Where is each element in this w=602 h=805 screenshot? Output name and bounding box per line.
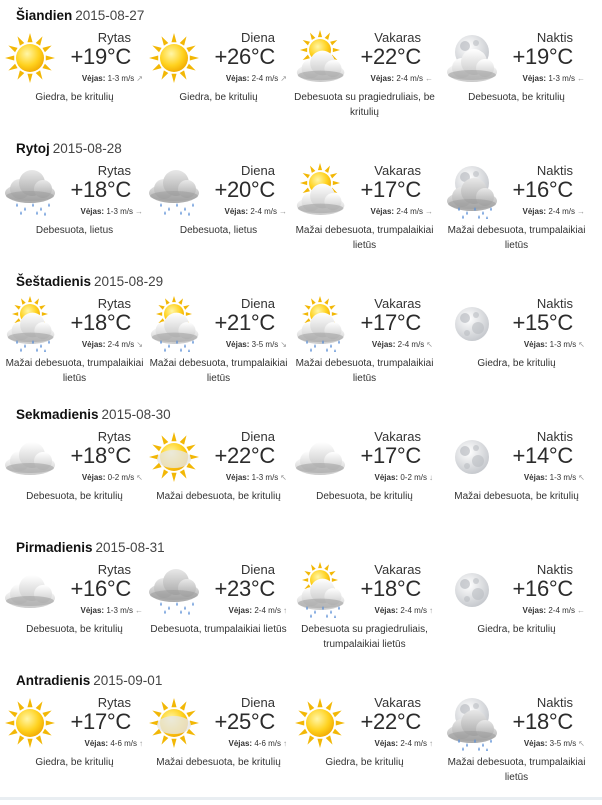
wind-info (85, 739, 143, 748)
day-name: Rytoj (16, 141, 50, 156)
wind-speed: 2-4 m/s (548, 606, 575, 615)
day-heading (16, 6, 144, 26)
weather-description: Mažai debesuota, trumpalaikiai lietūs (295, 358, 434, 384)
day-name: Pirmadienis (16, 540, 93, 555)
wind-direction-icon: → (279, 207, 287, 216)
period-label: Diena (241, 429, 275, 444)
temperature: +21°C (214, 310, 275, 335)
temperature: +16°C (512, 177, 573, 202)
period-cell-rytas (2, 429, 147, 539)
temperature: +20°C (214, 177, 275, 202)
wind-direction-icon: ↖ (280, 473, 287, 482)
day-section (0, 671, 602, 804)
cloud-icon (292, 429, 348, 485)
period-cell-diena (146, 163, 291, 273)
wind-speed: 2-4 m/s (107, 340, 135, 349)
temperature: +22°C (360, 44, 421, 69)
wind-label: Vėjas: (228, 739, 253, 748)
wind-info (524, 340, 585, 349)
period-cell-vakaras (292, 296, 437, 406)
wind-label: Vėjas: (80, 207, 105, 216)
period-cell-diena (146, 296, 291, 406)
day-name: Sekmadienis (16, 407, 99, 422)
weather-description: Debesuota, be kritulių (26, 491, 123, 502)
temperature: +18°C (360, 576, 421, 601)
period-label: Naktis (536, 562, 573, 577)
wind-speed: 2-4 m/s (396, 74, 423, 83)
day-section (0, 6, 602, 139)
wind-direction-icon: ↖ (136, 473, 143, 482)
moon-icon (444, 429, 500, 485)
wind-direction-icon: ↑ (429, 606, 433, 615)
wind-speed: 2-4 m/s (400, 739, 427, 748)
temperature: +17°C (360, 310, 421, 335)
weather-description: Mažai debesuota, trumpalaikiai lietūs (5, 358, 144, 384)
weather-description: Debesuota, be kritulių (316, 491, 413, 502)
rain-cloud-icon (146, 163, 202, 219)
wind-direction-icon: ↖ (426, 340, 433, 349)
period-cell-naktis (444, 429, 589, 539)
wind-label: Vėjas: (84, 739, 109, 748)
wind-speed: 0-2 m/s (400, 473, 427, 482)
period-cell-diena (146, 562, 291, 672)
wind-info (226, 74, 287, 83)
rain-cloud-icon (2, 163, 58, 219)
day-section (0, 538, 602, 671)
period-cell-naktis (444, 695, 589, 805)
period-cell-rytas (2, 296, 147, 406)
sun-haze-icon (146, 695, 202, 751)
period-cell-vakaras (292, 163, 437, 273)
period-label: Diena (241, 163, 275, 178)
period-label: Rytas (97, 163, 131, 178)
sun-cloud-rain-icon (292, 562, 348, 618)
wind-label: Vėjas: (81, 74, 106, 83)
sun-cloud-rain-icon (146, 296, 202, 352)
sun-icon (2, 30, 58, 86)
cloud-icon (2, 562, 58, 618)
period-cell-naktis (444, 296, 589, 406)
period-label: Vakaras (374, 296, 421, 311)
sun-icon (2, 695, 58, 751)
wind-direction-icon: ↑ (429, 739, 433, 748)
period-label: Diena (241, 296, 275, 311)
period-label: Diena (241, 30, 275, 45)
temperature: +17°C (70, 709, 131, 734)
temperature: +18°C (70, 177, 131, 202)
temperature: +15°C (512, 310, 573, 335)
day-name: Antradienis (16, 673, 91, 688)
sun-icon (146, 30, 202, 86)
wind-label: Vėjas: (371, 340, 396, 349)
weather-description: Giedra, be kritulių (35, 757, 114, 768)
temperature: +25°C (214, 709, 275, 734)
day-name: Šeštadienis (16, 274, 92, 289)
weather-description: Debesuota, be kritulių (468, 92, 565, 103)
moon-cloud-icon (444, 30, 500, 86)
wind-speed: 2-4 m/s (251, 74, 279, 83)
wind-direction-icon: ↘ (136, 340, 143, 349)
period-label: Diena (241, 695, 275, 710)
period-cell-naktis (444, 163, 589, 273)
wind-speed: 1-3 m/s (549, 340, 577, 349)
day-date: 2015-08-27 (75, 8, 145, 23)
wind-label: Vėjas: (81, 473, 106, 482)
day-date: 2015-08-31 (95, 540, 165, 555)
cloud-icon (2, 429, 58, 485)
period-label: Rytas (97, 296, 131, 311)
day-date: 2015-08-28 (52, 141, 122, 156)
wind-speed: 1-3 m/s (251, 473, 279, 482)
period-label: Rytas (97, 562, 131, 577)
temperature: +19°C (70, 44, 131, 69)
period-cell-rytas (2, 30, 147, 140)
weather-description: Mažai debesuota, be kritulių (156, 757, 281, 768)
wind-direction-icon: ↖ (578, 473, 585, 482)
wind-label: Vėjas: (523, 473, 548, 482)
wind-info (523, 74, 585, 83)
weather-description: Giedra, be kritulių (477, 358, 556, 369)
wind-info (372, 340, 433, 349)
temperature: +18°C (512, 709, 573, 734)
wind-speed: 2-4 m/s (254, 606, 281, 615)
weather-description: Debesuota, trumpalaikiai lietūs (150, 624, 287, 635)
wind-label: Vėjas: (80, 606, 105, 615)
period-cell-diena (146, 30, 291, 140)
period-label: Vakaras (374, 695, 421, 710)
temperature: +19°C (512, 44, 573, 69)
wind-speed: 2-4 m/s (396, 207, 423, 216)
wind-label: Vėjas: (374, 606, 399, 615)
wind-speed: 2-4 m/s (397, 340, 425, 349)
wind-info (375, 739, 433, 748)
temperature: +23°C (214, 576, 275, 601)
period-label: Naktis (536, 695, 573, 710)
sun-haze-icon (146, 429, 202, 485)
period-cell-rytas (2, 695, 147, 805)
wind-label: Vėjas: (370, 74, 395, 83)
period-label: Vakaras (374, 429, 421, 444)
wind-speed: 2-4 m/s (548, 207, 575, 216)
temperature: +18°C (70, 443, 131, 468)
wind-speed: 1-3 m/s (548, 74, 575, 83)
wind-direction-icon: ↑ (139, 739, 143, 748)
wind-label: Vėjas: (225, 340, 250, 349)
weather-description: Debesuota, lietus (35, 225, 114, 236)
wind-speed: 1-3 m/s (106, 207, 133, 216)
wind-direction-icon: ← (425, 74, 433, 83)
temperature: +16°C (512, 576, 573, 601)
wind-label: Vėjas: (374, 739, 399, 748)
wind-speed: 1-3 m/s (549, 473, 577, 482)
wind-direction-icon: → (577, 207, 585, 216)
wind-label: Vėjas: (523, 340, 548, 349)
wind-direction-icon: ← (577, 74, 585, 83)
period-label: Diena (241, 562, 275, 577)
weather-description: Mažai debesuota, trumpalaikiai lietūs (447, 757, 586, 783)
wind-direction-icon: ↑ (283, 606, 287, 615)
period-label: Naktis (536, 30, 573, 45)
period-label: Naktis (536, 296, 573, 311)
day-section (0, 272, 602, 405)
wind-speed: 4-6 m/s (110, 739, 137, 748)
sun-icon (292, 695, 348, 751)
wind-speed: 4-6 m/s (254, 739, 281, 748)
temperature: +22°C (360, 709, 421, 734)
wind-speed: 1-3 m/s (106, 606, 133, 615)
wind-label: Vėjas: (225, 473, 250, 482)
wind-info (371, 207, 433, 216)
weather-description: Debesuota, lietus (179, 225, 258, 236)
wind-label: Vėjas: (224, 207, 249, 216)
day-date: 2015-08-30 (101, 407, 171, 422)
weather-description: Mažai debesuota, be kritulių (156, 491, 281, 502)
period-cell-diena (146, 429, 291, 539)
wind-label: Vėjas: (522, 606, 547, 615)
period-cell-rytas (2, 163, 147, 273)
day-heading (16, 405, 171, 425)
wind-info (82, 473, 143, 482)
weather-description: Debesuota su pragiedruliais, be kritulių (294, 92, 435, 118)
temperature: +22°C (214, 443, 275, 468)
wind-speed: 1-3 m/s (107, 74, 135, 83)
wind-info (82, 340, 143, 349)
wind-speed: 3-5 m/s (251, 340, 279, 349)
wind-info (82, 74, 143, 83)
wind-speed: 3-5 m/s (549, 739, 577, 748)
day-name: Šiandien (16, 8, 73, 23)
wind-direction-icon: ↖ (578, 739, 585, 748)
day-section (0, 405, 602, 538)
weather-description: Mažai debesuota, trumpalaikiai lietūs (149, 358, 288, 384)
wind-direction-icon: ↖ (578, 340, 585, 349)
temperature: +26°C (214, 44, 275, 69)
period-label: Vakaras (374, 562, 421, 577)
day-section (0, 139, 602, 272)
period-cell-vakaras (292, 695, 437, 805)
period-cell-naktis (444, 562, 589, 672)
period-cell-rytas (2, 562, 147, 672)
moon-cloud-rain-icon (444, 163, 500, 219)
period-cell-naktis (444, 30, 589, 140)
sun-cloud-rain-icon (292, 296, 348, 352)
wind-label: Vėjas: (522, 207, 547, 216)
moon-cloud-rain-icon (444, 695, 500, 751)
wind-info (371, 74, 433, 83)
wind-label: Vėjas: (370, 207, 395, 216)
weather-description: Mažai debesuota, trumpalaikiai lietūs (447, 225, 586, 251)
day-date: 2015-08-29 (94, 274, 164, 289)
wind-label: Vėjas: (374, 473, 399, 482)
wind-info (229, 606, 287, 615)
wind-info (524, 473, 585, 482)
period-label: Rytas (97, 695, 131, 710)
period-cell-vakaras (292, 429, 437, 539)
wind-info (523, 606, 585, 615)
wind-label: Vėjas: (81, 340, 106, 349)
wind-info (375, 473, 433, 482)
day-heading (16, 272, 163, 292)
day-heading (16, 139, 122, 159)
period-label: Naktis (536, 163, 573, 178)
day-date: 2015-09-01 (93, 673, 163, 688)
period-label: Rytas (97, 30, 131, 45)
wind-direction-icon: ↗ (280, 74, 287, 83)
wind-direction-icon: → (135, 207, 143, 216)
sun-cloud-rain-icon (2, 296, 58, 352)
wind-info (81, 207, 143, 216)
sun-cloud-icon (292, 30, 348, 86)
wind-info (226, 340, 287, 349)
weather-description: Giedra, be kritulių (477, 624, 556, 635)
wind-label: Vėjas: (225, 74, 250, 83)
wind-direction-icon: ↑ (283, 739, 287, 748)
wind-direction-icon: ↘ (280, 340, 287, 349)
weather-description: Giedra, be kritulių (325, 757, 404, 768)
wind-speed: 0-2 m/s (107, 473, 135, 482)
wind-direction-icon: → (425, 207, 433, 216)
wind-direction-icon: ← (577, 606, 585, 615)
weather-description: Mažai debesuota, trumpalaikiai lietūs (295, 225, 434, 251)
temperature: +16°C (70, 576, 131, 601)
wind-info (225, 207, 287, 216)
period-cell-vakaras (292, 30, 437, 140)
wind-direction-icon: ↓ (429, 473, 433, 482)
moon-icon (444, 296, 500, 352)
weather-description: Giedra, be kritulių (179, 92, 258, 103)
wind-info (524, 739, 585, 748)
sun-cloud-icon (292, 163, 348, 219)
period-label: Vakaras (374, 163, 421, 178)
temperature: +14°C (512, 443, 573, 468)
period-cell-vakaras (292, 562, 437, 672)
day-heading (16, 538, 165, 558)
wind-info (523, 207, 585, 216)
period-label: Rytas (97, 429, 131, 444)
weather-description: Giedra, be kritulių (35, 92, 114, 103)
wind-label: Vėjas: (522, 74, 547, 83)
weather-description: Debesuota su pragiedruliais, trumpalaikiai lietūs (301, 624, 428, 650)
period-label: Vakaras (374, 30, 421, 45)
wind-info (81, 606, 143, 615)
temperature: +17°C (360, 177, 421, 202)
wind-label: Vėjas: (523, 739, 548, 748)
weather-description: Mažai debesuota, be kritulių (454, 491, 579, 502)
wind-direction-icon: ← (135, 606, 143, 615)
temperature: +18°C (70, 310, 131, 335)
temperature: +17°C (360, 443, 421, 468)
wind-speed: 2-4 m/s (400, 606, 427, 615)
period-label: Naktis (536, 429, 573, 444)
wind-info (375, 606, 433, 615)
wind-info (229, 739, 287, 748)
rain-cloud-icon (146, 562, 202, 618)
moon-icon (444, 562, 500, 618)
weather-description: Debesuota, be kritulių (26, 624, 123, 635)
wind-info (226, 473, 287, 482)
day-heading (16, 671, 162, 691)
wind-direction-icon: ↗ (136, 74, 143, 83)
period-cell-diena (146, 695, 291, 805)
wind-speed: 2-4 m/s (250, 207, 277, 216)
wind-label: Vėjas: (228, 606, 253, 615)
